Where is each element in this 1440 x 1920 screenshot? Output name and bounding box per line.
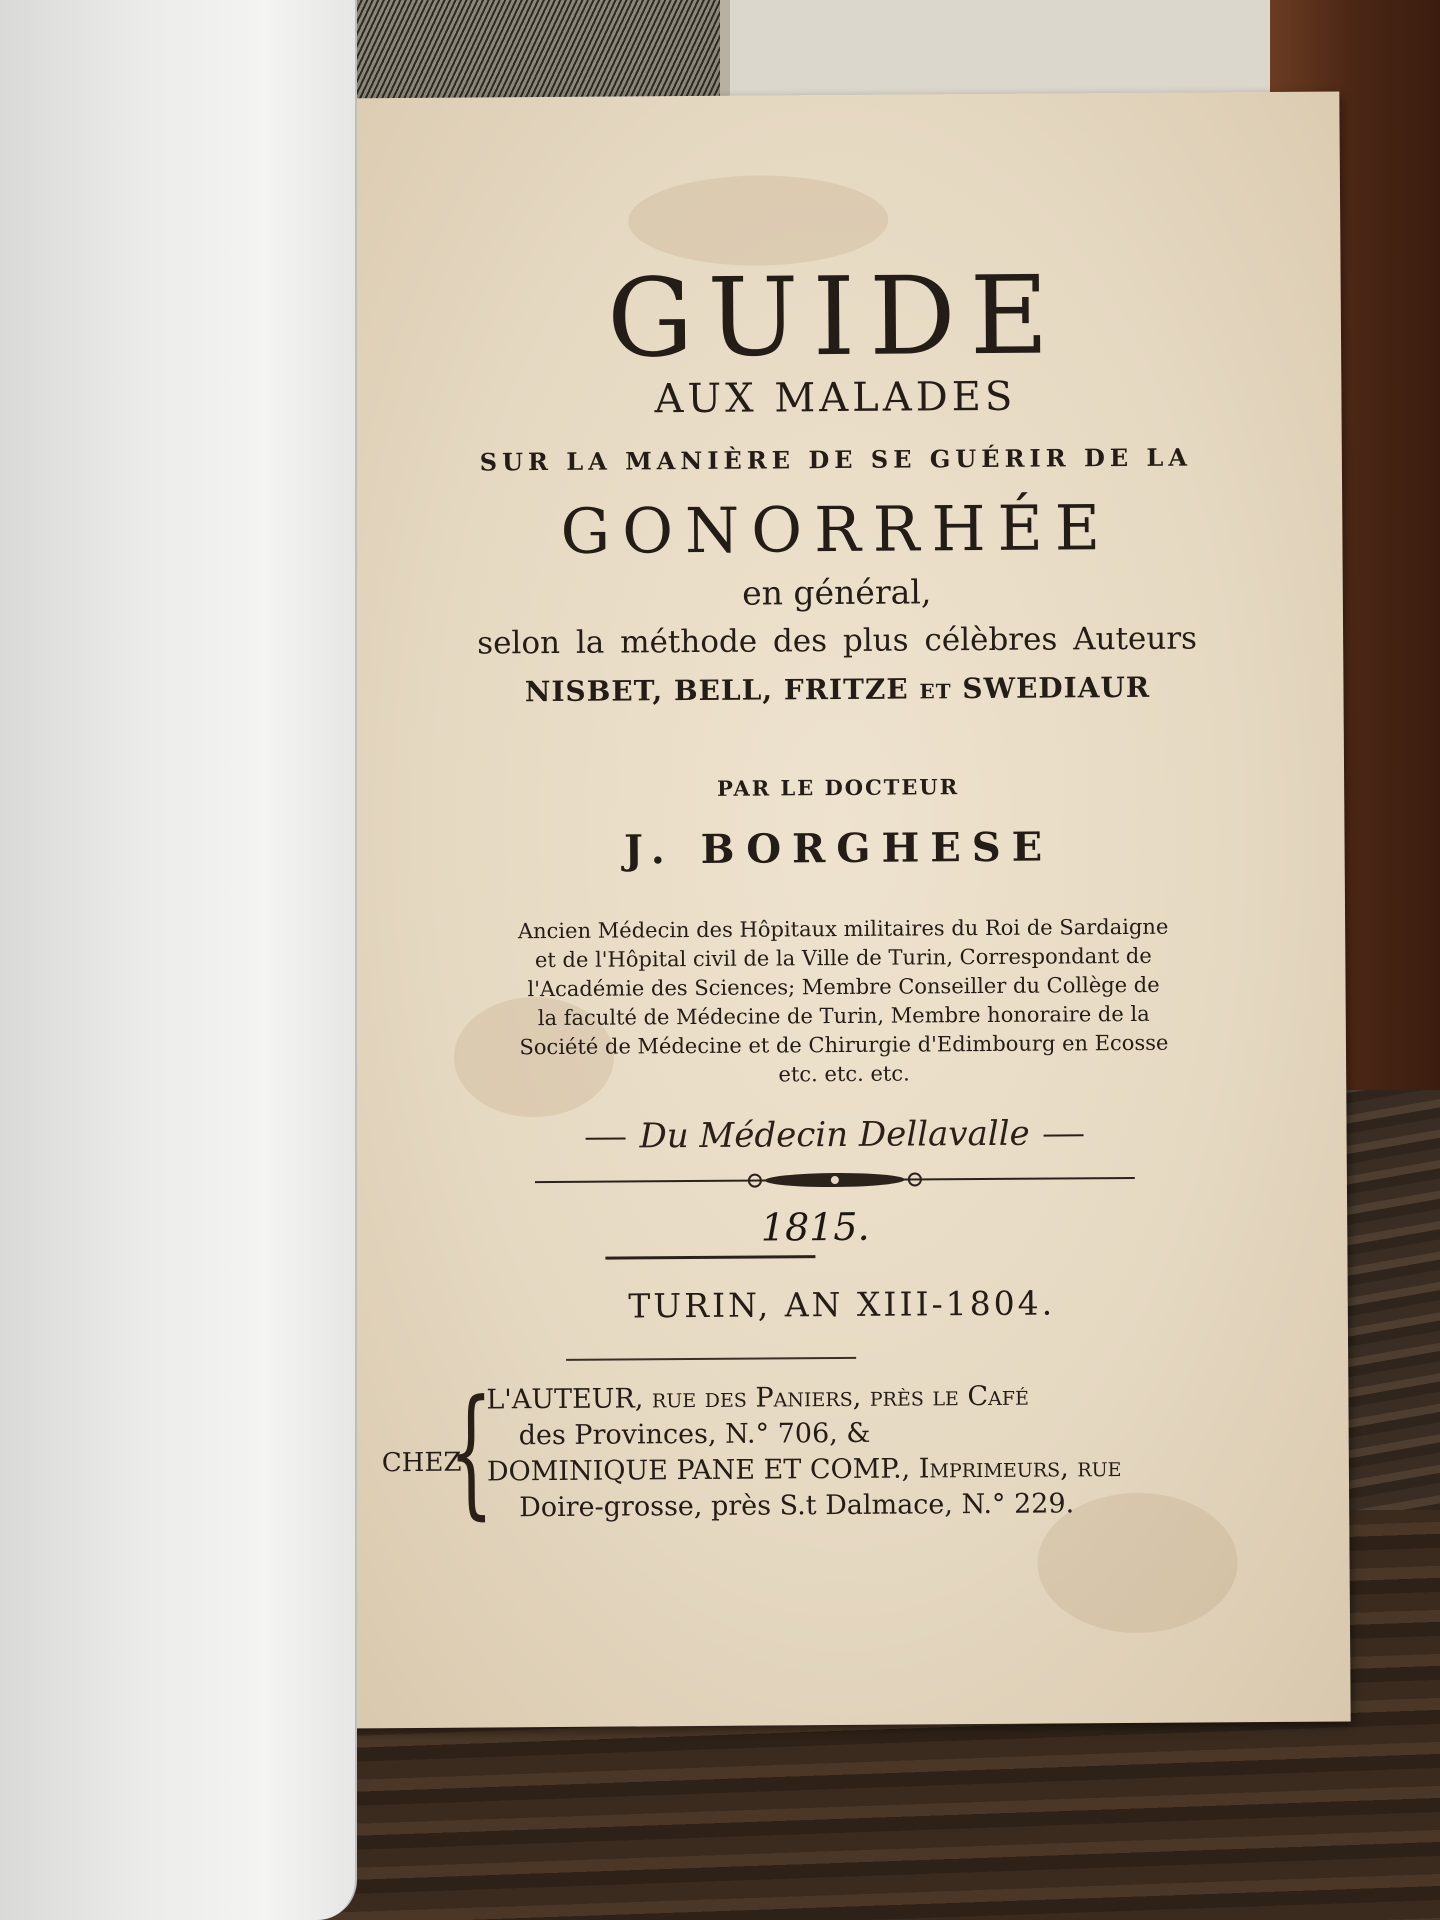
credential-line: Société de Médecine et de Chirurgie d'Edimbourg en Ecosse: [519, 1030, 1169, 1060]
credential-line: etc. etc. etc.: [778, 1061, 910, 1087]
book-subtitle: AUX MALADES: [654, 373, 1017, 423]
address-line: Doire-grosse, près S.t Dalmace, N.° 229.: [519, 1488, 1075, 1524]
author-credentials: [373, 912, 1314, 1093]
publisher-address: [486, 1378, 1122, 1526]
ink-dash: [1044, 1134, 1084, 1136]
credential-line: Ancien Médecin des Hôpitaux militaires du Roi de Sardaigne: [517, 914, 1169, 944]
by-line: PAR LE DOCTEUR: [717, 774, 960, 801]
handwritten-year: 1815.: [760, 1204, 870, 1250]
address-line: des Provinces, N.° 706, &: [518, 1417, 871, 1452]
chez-label: CHEZ: [381, 1447, 462, 1479]
ink-dash: [586, 1137, 626, 1139]
handwritten-inscription: [434, 1112, 1234, 1158]
book-title: GUIDE: [606, 253, 1063, 382]
authors-last: SWEDIAUR: [962, 670, 1151, 706]
handwritten-note: Du Médecin Dellavalle: [639, 1113, 1030, 1157]
authors-and: ET: [919, 679, 952, 704]
credential-line: l'Académie des Sciences; Membre Conseiller du Collège de: [527, 972, 1160, 1002]
title-page: [327, 91, 1350, 1728]
ornament-rule: [535, 1163, 1135, 1197]
blank-flyleaf: [0, 0, 357, 1920]
authors-line: [331, 669, 1343, 709]
address-line: DOMINIQUE PANE ET COMP., Imprimeurs, rue: [486, 1452, 1122, 1488]
credential-line: la faculté de Médecine de Turin, Membre honoraire de la: [537, 1001, 1150, 1031]
address-line: L'AUTEUR, rue des Paniers, près le Café: [486, 1380, 1029, 1416]
year-underline: [605, 1255, 815, 1259]
imprint-rule: [566, 1357, 856, 1361]
author-name: J. BORGHESE: [623, 823, 1054, 874]
subject-line: SUR LA MANIÈRE DE SE GUÉRIR DE LA: [479, 442, 1193, 477]
subject-title: GONORRHÉE: [560, 491, 1113, 568]
brace-glyph: {: [448, 1370, 494, 1534]
foxing-stain: [628, 175, 889, 267]
engraving-print: [300, 0, 726, 110]
in-general-line: en général,: [742, 572, 932, 613]
method-line: selon la méthode des plus célèbres Auteurs: [477, 620, 1198, 662]
authors-first: NISBET, BELL, FRITZE: [524, 672, 909, 709]
imprint-line: TURIN, AN XIII-1804.: [628, 1283, 1056, 1326]
credential-line: et de l'Hôpital civil de la Ville de Turin, Correspondant de: [534, 943, 1152, 973]
